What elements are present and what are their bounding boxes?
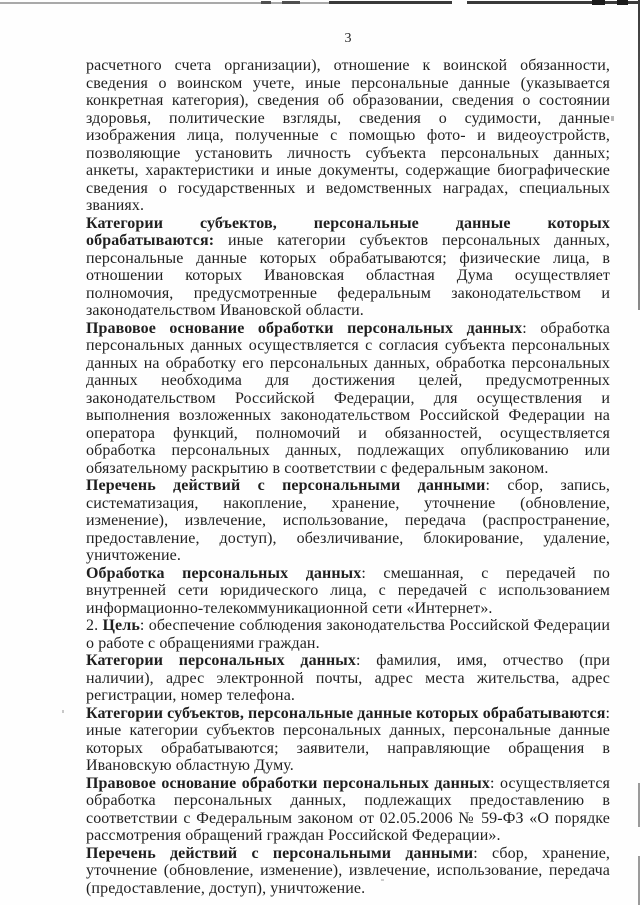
scan-artifact-speck [62, 710, 64, 713]
paragraph-text: : обработка персональных данных осуществляется с согласия субъекта персональных данных на обработку его персональных данных, обработка персональных данных необходима для достижения целей, предусмотренных законодательством Российской Федерации, для осуществления и выполнения возложенных законодательством Российской Федерации на оператора функций, полномочий и обязанностей, осуществляется обработка персональных данных, подлежащих опубликованию или обязательному раскрытию в соответствии с федеральным законом. [86, 319, 610, 477]
scan-artifact-dash [261, 1, 271, 4]
paragraph [86, 652, 610, 705]
scan-artifact-top-line-gap [452, 0, 467, 5]
scan-artifact-block [617, 0, 628, 5]
paragraph-text: расчетного счета организации), отношение к воинской обязанности, сведения о воинском учете, иные персональные данные (указывается конкретная категория), сведения об образовании, сведения о состоянии здоровья, политические взгляды, сведения о судимости, данные изображения лица, полученные с помощью фото- и видеоустройств, позволяющие установить личность субъекта персональных данных; анкеты, характеристики и иные документы, содержащие биографические сведения о государственных и ведомственных наградах, специальных званиях. [86, 57, 610, 214]
paragraph-heading: Перечень действий с персональными данными [86, 844, 474, 862]
paragraph-heading: Перечень действий с персональными данными [86, 477, 486, 494]
paragraph-heading: Правовое основание обработки персональных данных [86, 774, 490, 792]
paragraph-heading: Категории субъектов, персональные данные которых обрабатываются [86, 704, 606, 722]
scan-artifact-speck [611, 116, 614, 121]
paragraph-heading: Правовое основание обработки персональных данных [86, 319, 523, 337]
paragraph [86, 215, 610, 320]
paragraph-text: : сбор, хранение, уточнение (обновление, изменение), извлечение, использование, передача (предоставление, доступ), уничтожение. [86, 844, 611, 897]
paragraph-text: иные категории субъектов персональных данных, персональные данные которых обрабатываются; физические лица, в отношении которых Ивановская областная Дума осуществляет полномочия, предусмотренные федеральным законодательством и законодательством Ивановской области. [86, 232, 610, 319]
paragraph-text: : обеспечение соблюдения законодательства Российской Федерации о работе с обращениями граждан. [86, 617, 610, 652]
paragraph [86, 477, 610, 565]
scan-artifact-block [592, 0, 605, 5]
paragraph-heading: Категории персональных данных [86, 652, 356, 669]
document-body [86, 57, 610, 897]
paragraph-heading: Цель [102, 617, 140, 634]
paragraph-text: : смешанная, с передачей по внутренней сети юридического лица, с передачей с использованием информационно-телекоммуникационной сети «Интернет». [86, 564, 611, 617]
paragraph [86, 320, 610, 478]
paragraph-heading: Категории субъектов, персональные данные которых обрабатываются: [86, 214, 610, 249]
paragraph-text: : осуществляется обработка персональных данных, подлежащих предоставлению в соответствии с Федеральным законом от 02.05.2006 № 59-ФЗ «О порядке рассмотрения обращений граждан Российской Федерации». [86, 774, 611, 844]
paragraph [86, 845, 610, 898]
paragraph [86, 705, 610, 775]
paragraph [86, 617, 610, 652]
page-number: 3 [344, 31, 352, 46]
paragraph-text: : иные категории субъектов персональных данных, персональные данные которых обрабатываются; заявители, направляющие обращения в Ивановскую областную Думу. [86, 704, 611, 774]
paragraph-prefix: 2. [86, 617, 103, 634]
paragraph-heading: Обработка персональных данных [86, 564, 362, 582]
paragraph [86, 775, 610, 845]
paragraph [86, 565, 610, 618]
paragraph [86, 57, 610, 215]
paragraph-text: : фамилия, имя, отчество (при наличии), адрес электронной почты, адрес места жительства, адрес регистрации, номер телефона. [86, 652, 610, 704]
scan-artifact-dash [282, 1, 300, 4]
paragraph-text: : сбор, запись, систематизация, накопление, хранение, уточнение (обновление, изменение), извлечение, использование, передача (распространение, предоставление, доступ), обезличивание, блокирование, удаление, уничтожение. [86, 477, 610, 564]
